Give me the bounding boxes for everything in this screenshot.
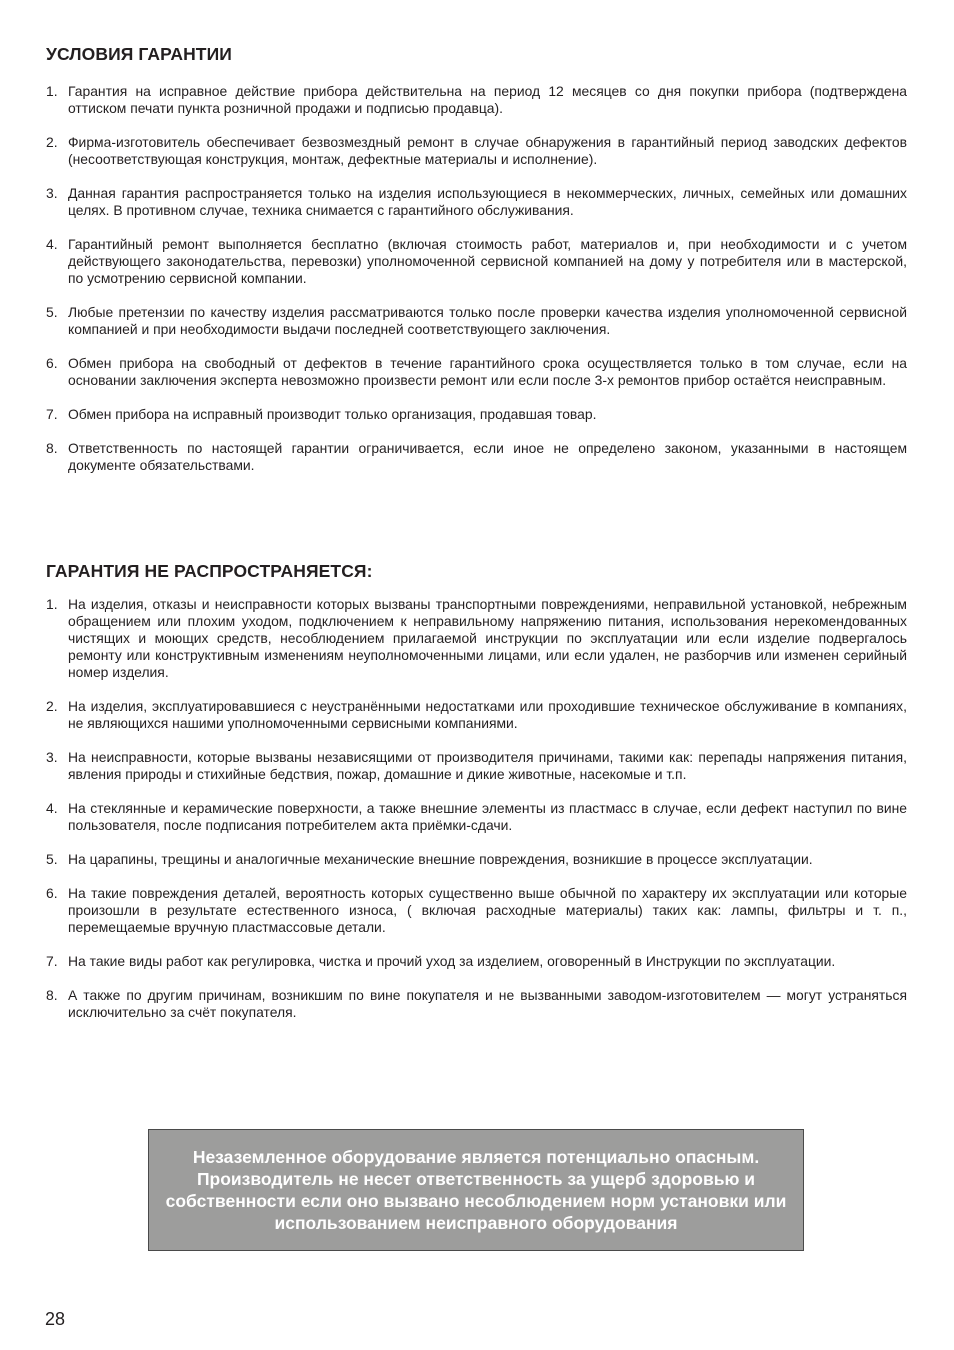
item-text: На такие виды работ как регулировка, чистка и прочий уход за изделием, оговоренный в Инструкции по эксплуатации. <box>68 953 836 969</box>
item-text: Гарантийный ремонт выполняется бесплатно (включая стоимость работ, материалов и, при необходимости и с учетом действующего законодательства, перевозки) уполномоченной сервисной компанией на дому у потребителя или в мастерской, по усмотрению сервисной компании. <box>68 236 907 286</box>
list-item <box>46 953 907 970</box>
item-number: 4. <box>46 800 58 816</box>
safety-notice-box <box>148 1129 804 1251</box>
item-text: На такие повреждения деталей, вероятность которых существенно выше обычной по характеру их эксплуатации или которые произошли в результате естественного износа, ( включая расходные материалы) таких как: лампы, фильтры и т. п., перемещаемые вручную пластмассовые детали. <box>68 885 907 935</box>
item-number: 5. <box>46 851 58 867</box>
safety-notice-text: Незаземленное оборудование является потенциально опасным. Производитель не несет ответственность за ущерб здоровью и собственности если оно вызвано несоблюдением норм установки или использованием неисправного оборудования <box>165 1147 787 1233</box>
list-item <box>46 236 907 287</box>
item-text: На царапины, трещины и аналогичные механические внешние повреждения, возникшие в процессе эксплуатации. <box>68 851 813 867</box>
item-text: Обмен прибора на свободный от дефектов в течение гарантийного срока осуществляется только в том случае, если на основании заключения эксперта невозможно произвести ремонт или если после 3-х ремонтов прибор остаётся неисправным. <box>68 355 907 388</box>
item-text: На неисправности, которые вызваны независящими от производителя причинами, такими как: перепады напряжения питания, явления природы и стихийные бедствия, пожар, домашние и дикие животные, насекомые и т.п. <box>68 749 907 782</box>
list-item <box>46 987 907 1021</box>
warranty-terms-list <box>46 83 907 491</box>
list-item <box>46 406 907 423</box>
item-number: 7. <box>46 953 58 969</box>
exclusions-title: ГАРАНТИЯ НЕ РАСПРОСТРАНЯЕТСЯ: <box>46 561 373 581</box>
list-item <box>46 83 907 117</box>
list-item <box>46 304 907 338</box>
list-item <box>46 355 907 389</box>
item-text: Данная гарантия распространяется только на изделия использующиеся в некоммерческих, личных, семейных или домашних целях. В противном случае, техника снимается с гарантийного обслуживания. <box>68 185 907 218</box>
item-number: 3. <box>46 185 58 201</box>
list-item <box>46 698 907 732</box>
item-text: На изделия, отказы и неисправности которых вызваны транспортными повреждениями, неправильной установкой, небрежным обращением или плохим уходом, подключением к неправильному напряжению питания, использования нерекомендованных чистящих и моющих средств, несоблюдением прилагаемой инструкции по эксплуатации или если изделие подвергалось ремонту или конструктивным изменениям неуполномоченными лицами, или если удален, не разборчив или изменен серийный номер изделия. <box>68 596 907 680</box>
list-item <box>46 800 907 834</box>
warranty-terms-title: УСЛОВИЯ ГАРАНТИИ <box>46 44 232 64</box>
item-text: Гарантия на исправное действие прибора действительна на период 12 месяцев со дня покупки прибора (подтверждена оттиском печати пункта розничной продажи и подписью продавца). <box>68 83 907 116</box>
item-number: 8. <box>46 987 58 1003</box>
item-number: 2. <box>46 134 58 150</box>
list-item <box>46 749 907 783</box>
item-text: На изделия, эксплуатировавшиеся с неустранёнными недостатками или проходившие техническое обслуживание в компаниях, не являющихся нашими уполномоченными сервисными компаниями. <box>68 698 907 731</box>
item-number: 3. <box>46 749 58 765</box>
item-number: 2. <box>46 698 58 714</box>
item-number: 4. <box>46 236 58 252</box>
item-number: 6. <box>46 885 58 901</box>
item-number: 7. <box>46 406 58 422</box>
item-number: 1. <box>46 83 58 99</box>
list-item <box>46 440 907 474</box>
item-text: На стеклянные и керамические поверхности, а также внешние элементы из пластмасс в случае, если дефект наступил по вине пользователя, после подписания потребителем акта приёмки-сдачи. <box>68 800 907 833</box>
item-text: Ответственность по настоящей гарантии ограничивается, если иное не определено законом, указанными в настоящем документе обязательствами. <box>68 440 907 473</box>
list-item <box>46 885 907 936</box>
page-number: 28 <box>45 1309 66 1329</box>
item-text: А также по другим причинам, возникшим по вине покупателя и не вызванными заводом-изготовителем — могут устраняться исключительно за счёт покупателя. <box>68 987 907 1020</box>
list-item <box>46 851 907 868</box>
item-number: 5. <box>46 304 58 320</box>
item-text: Фирма-изготовитель обеспечивает безвозмездный ремонт в случае обнаружения в гарантийный период заводских дефектов (несоответствующая конструкция, монтаж, дефектные материалы и исполнение). <box>68 134 907 167</box>
exclusions-list <box>46 596 907 1038</box>
item-number: 6. <box>46 355 58 371</box>
item-number: 8. <box>46 440 58 456</box>
item-text: Любые претензии по качеству изделия рассматриваются только после проверки качества изделия уполномоченной сервисной компанией и при необходимости выдачи последней соответствующего заключения. <box>68 304 907 337</box>
list-item <box>46 596 907 681</box>
list-item <box>46 185 907 219</box>
item-text: Обмен прибора на исправный производит только организация, продавшая товар. <box>68 406 597 422</box>
list-item <box>46 134 907 168</box>
item-number: 1. <box>46 596 58 612</box>
